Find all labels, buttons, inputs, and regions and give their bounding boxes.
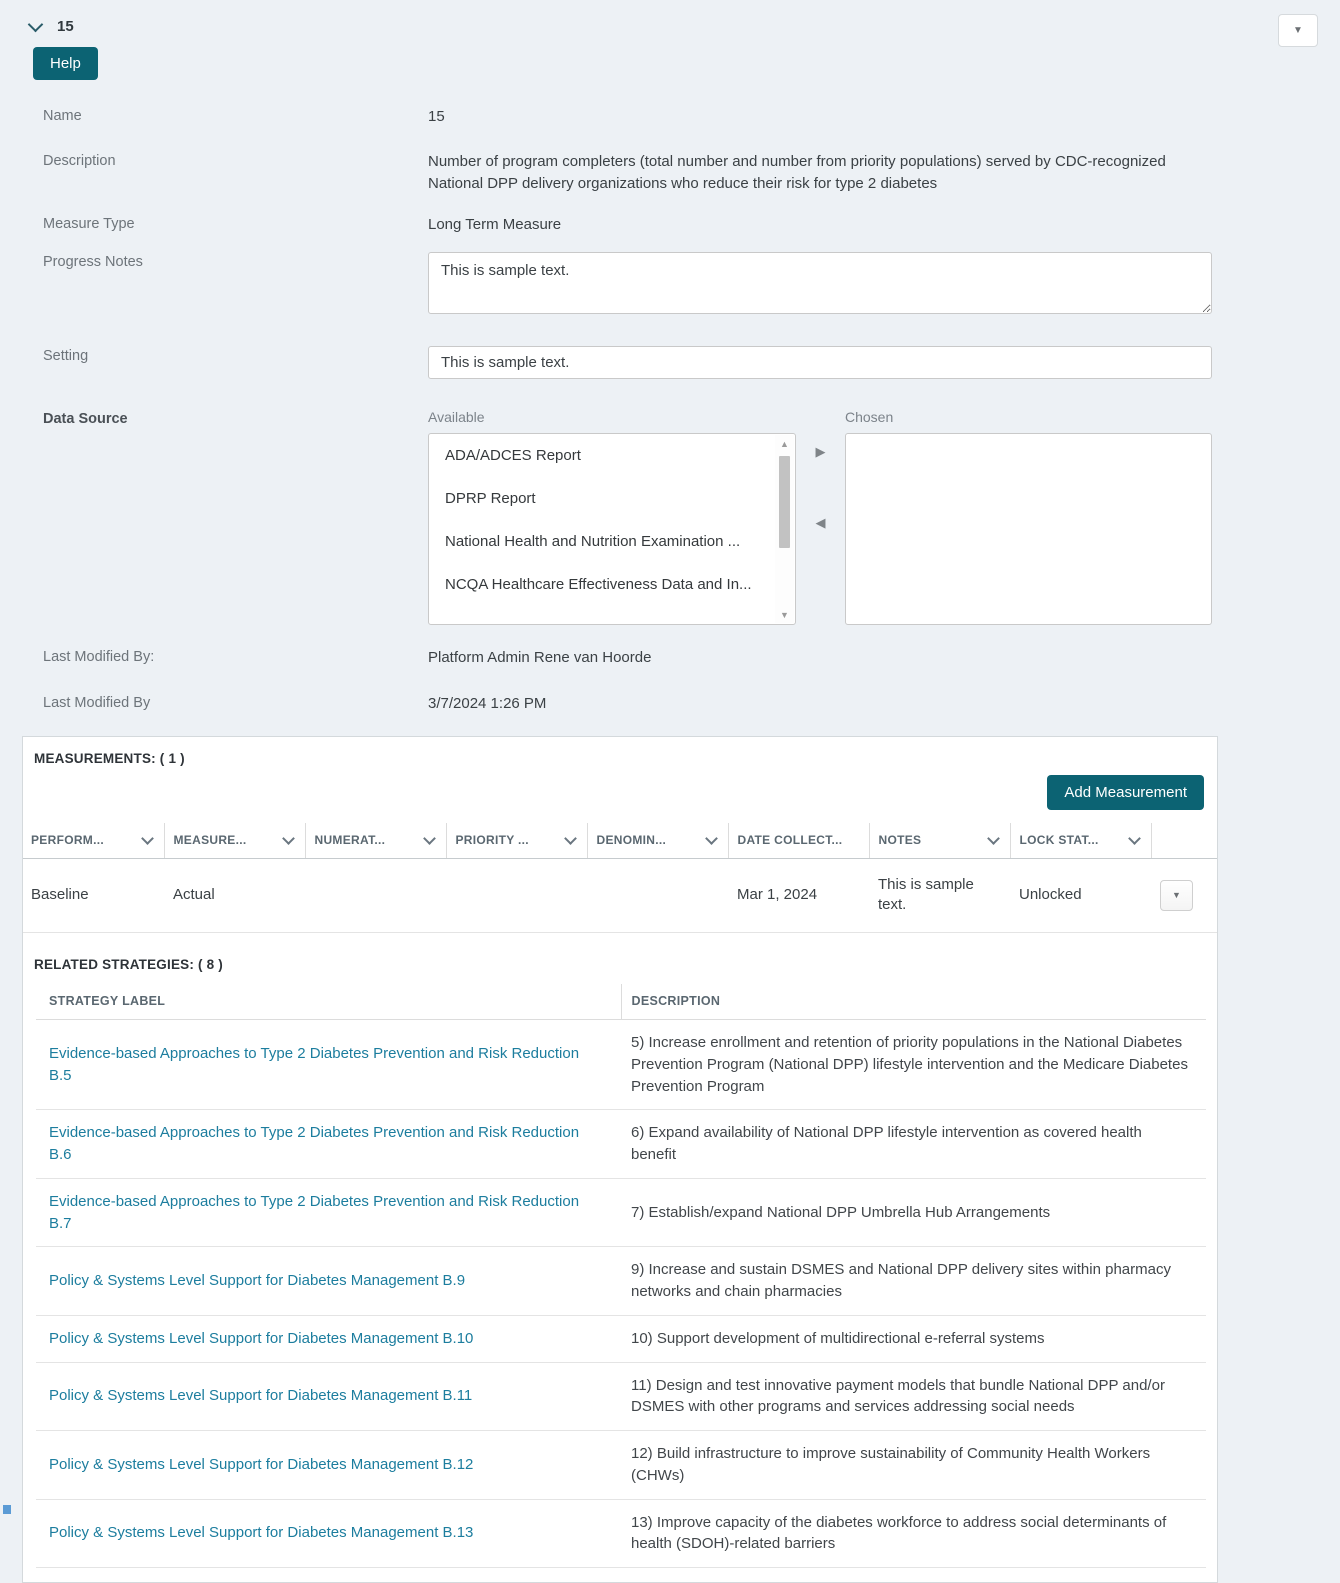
chosen-listbox[interactable] [845,433,1212,625]
table-row [36,1020,1206,1110]
setting-input[interactable] [428,346,1212,379]
related-strategies-table [36,984,1206,1569]
last-modified-by-date-label: Last Modified By [0,693,428,716]
table-row [36,1362,1206,1431]
strategy-link[interactable]: Evidence-based Approaches to Type 2 Diabetes Prevention and Risk Reduction B.6 [49,1124,579,1163]
cell-date-collected: Mar 1, 2024 [728,859,869,933]
setting-label: Setting [0,346,428,379]
collapse-chevron-icon[interactable] [28,17,44,33]
cell-priority [446,859,587,933]
table-row [36,1247,1206,1316]
list-item[interactable]: National Health and Nutrition Examination ... [429,520,795,563]
column-header-actions [1151,823,1217,859]
column-header-notes[interactable]: NOTES [869,823,1010,859]
cell-measure: Actual [164,859,305,933]
cell-denominator [587,859,728,933]
data-source-dual-list [428,409,1212,625]
strategy-description: 7) Establish/expand National DPP Umbrella Hub Arrangements [621,1178,1206,1247]
chevron-down-icon [282,832,295,845]
name-label: Name [0,106,428,129]
caret-down-icon: ▼ [1293,26,1303,36]
column-header-priority[interactable]: PRIORITY ... [446,823,587,859]
row-menu-button[interactable] [1160,880,1193,911]
measure-type-label: Measure Type [0,214,428,237]
strategy-description: 10) Support development of multidirectional e-referral systems [621,1315,1206,1362]
section-header [0,0,1340,35]
column-header-denominator[interactable]: DENOMIN... [587,823,728,859]
strategy-description: 5) Increase enrollment and retention of priority populations in the National Diabetes Prevention Program (National DPP) lifestyle intervention and the Medicare Diabetes Prevention Program [621,1020,1206,1110]
name-value: 15 [428,106,1212,129]
chevron-down-icon [423,832,436,845]
strategy-link[interactable]: Policy & Systems Level Support for Diabetes Management B.9 [49,1272,465,1289]
last-modified-by-name-label: Last Modified By: [0,647,428,670]
available-listbox[interactable] [428,433,796,625]
last-modified-by-name-value: Platform Admin Rene van Hoorde [428,647,1212,670]
caret-down-icon: ▼ [1172,891,1181,900]
list-item[interactable]: DPRP Report [429,477,795,520]
column-header-description: DESCRIPTION [621,984,1206,1020]
measurements-table [23,823,1217,933]
list-item[interactable]: NCQA Healthcare Effectiveness Data and In... [429,563,795,606]
chevron-down-icon [705,832,718,845]
cell-performance: Baseline [23,859,164,933]
strategy-link[interactable]: Policy & Systems Level Support for Diabetes Management B.10 [49,1330,473,1347]
scroll-down-icon[interactable]: ▼ [780,606,789,623]
listbox-scrollbar[interactable] [775,435,794,623]
available-label: Available [428,409,796,425]
move-left-icon[interactable]: ◀ [816,516,826,529]
scrollbar-thumb[interactable] [779,456,790,548]
column-header-strategy-label: STRATEGY LABEL [36,984,621,1020]
cell-notes: This is sample text. [869,859,1010,933]
list-item[interactable]: ADA/ADCES Report [429,434,795,477]
page-title: 15 [57,18,74,35]
chevron-down-icon [564,832,577,845]
chevron-down-icon [141,832,154,845]
measure-type-value: Long Term Measure [428,214,1212,237]
strategy-description: 11) Design and test innovative payment models that bundle National DPP and/or DSMES with other programs and services addressing social needs [621,1362,1206,1431]
help-button[interactable]: Help [33,47,98,80]
table-row [36,1431,1206,1500]
cell-numerator [305,859,446,933]
description-value: Number of program completers (total number and number from priority populations) served by CDC-recognized National DPP delivery organizations who reduce their risk for type 2 diabetes [428,151,1212,196]
column-header-performance[interactable]: PERFORM... [23,823,164,859]
table-row [36,1499,1206,1568]
strategy-link[interactable]: Evidence-based Approaches to Type 2 Diabetes Prevention and Risk Reduction B.5 [49,1045,579,1084]
strategy-description: 12) Build infrastructure to improve sustainability of Community Health Workers (CHWs) [621,1431,1206,1500]
strategy-description: 9) Increase and sustain DSMES and National DPP delivery sites within pharmacy networks and chain pharmacies [621,1247,1206,1316]
strategy-link[interactable]: Policy & Systems Level Support for Diabetes Management B.11 [49,1387,472,1404]
measurements-title: MEASUREMENTS: ( 1 ) [23,737,1217,766]
table-row [36,1315,1206,1362]
move-right-icon[interactable]: ▶ [816,445,826,458]
column-header-date-collected[interactable]: DATE COLLECT... [728,823,869,859]
column-header-lock-status[interactable]: LOCK STAT... [1010,823,1151,859]
measurements-panel [22,736,1218,1583]
scroll-artifact [3,1505,11,1514]
strategy-link[interactable]: Evidence-based Approaches to Type 2 Diabetes Prevention and Risk Reduction B.7 [49,1193,579,1232]
strategy-description: 6) Expand availability of National DPP lifestyle intervention as covered health benefit [621,1110,1206,1179]
strategy-link[interactable]: Policy & Systems Level Support for Diabetes Management B.13 [49,1524,473,1541]
data-source-label: Data Source [0,409,428,625]
strategy-link[interactable]: Policy & Systems Level Support for Diabetes Management B.12 [49,1456,473,1473]
chevron-down-icon [987,832,1000,845]
header-menu-button[interactable] [1278,14,1318,47]
related-strategies-title: RELATED STRATEGIES: ( 8 ) [23,933,1217,984]
strategy-description: 13) Improve capacity of the diabetes workforce to address social determinants of health (SDOH)-related barriers [621,1499,1206,1568]
chosen-label: Chosen [845,409,1212,425]
cell-lock-status: Unlocked [1010,859,1151,933]
chevron-down-icon [1128,832,1141,845]
column-header-measure[interactable]: MEASURE... [164,823,305,859]
progress-notes-label: Progress Notes [0,252,428,322]
measure-form [0,106,1340,716]
scroll-up-icon[interactable]: ▲ [780,435,789,452]
table-row [36,1178,1206,1247]
column-header-numerator[interactable]: NUMERAT... [305,823,446,859]
add-measurement-button[interactable]: Add Measurement [1047,775,1204,810]
description-label: Description [0,151,428,196]
table-row [36,1110,1206,1179]
table-row [23,859,1217,933]
last-modified-by-date-value: 3/7/2024 1:26 PM [428,693,1212,716]
progress-notes-textarea[interactable] [428,252,1212,314]
